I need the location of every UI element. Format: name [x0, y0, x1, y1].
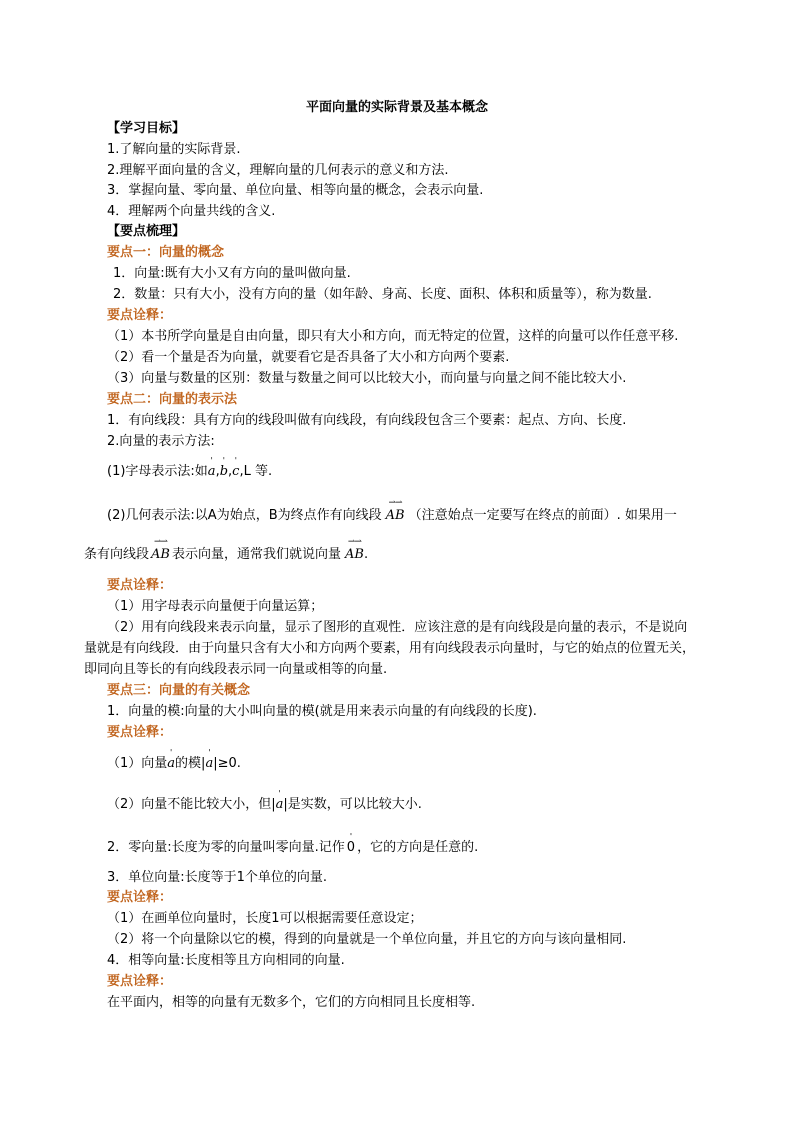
point2-note: 量就是有向线段．由于向量只含有大小和方向两个要素，用有向线段表示向量时，与它的始点的位置无关，: [84, 641, 696, 656]
point1-note-label: 要点诠释：: [107, 308, 173, 323]
point3-note: （2）将一个向量除以它的模，得到的向量就是一个单位向量，并且它的方向与该向量相同.: [107, 932, 627, 947]
objective-item: 4．理解两个向量共线的含义.: [107, 204, 276, 219]
vector-ab: ⇀⇀ AB: [344, 537, 364, 562]
point1-heading: 要点一：向量的概念: [107, 245, 225, 260]
zero-vector-line: 2．零向量:长度为零的向量叫零向量.记作 ' 0 ，它的方向是任意的.: [107, 832, 479, 855]
equal-vector-line: 4．相等向量:长度相等且方向相同的向量.: [107, 953, 345, 968]
point2-note: （1）用字母表示向量便于向量运算；: [107, 599, 324, 614]
geometric-notation-line-2: 条有向线段 ⇀⇀ AB 表示向量，通常我们就说向量 ⇀⇀ AB.: [84, 537, 369, 562]
point3-note-label: 要点诠释：: [107, 725, 173, 740]
vector-a: ' a: [275, 789, 284, 812]
point2-note-label: 要点诠释：: [107, 578, 173, 593]
objective-item: 3．掌握向量、零向量、单位向量、相等向量的概念，会表示向量.: [107, 183, 484, 198]
point1-note: （3）向量与数量的区别：数量与数量之间可以比较大小，而向量与向量之间不能比较大小.: [107, 371, 627, 386]
vector-a: ' a: [205, 748, 214, 771]
modulus-line: （1）向量 ' a的模| ' a|≥0.: [107, 748, 241, 771]
point3-note2-label: 要点诠释：: [107, 890, 173, 905]
vector-b: ' b: [219, 456, 229, 479]
point1-item: 1．向量:既有大小又有方向的量叫做向量.: [113, 266, 351, 281]
point1-note: （2）看一个量是否为向量，就要看它是否具备了大小和方向两个要素.: [107, 350, 510, 365]
point3-item: 1．向量的模:向量的大小叫向量的模(就是用来表示向量的有向线段的长度).: [107, 704, 537, 719]
point2-heading: 要点二：向量的表示法: [107, 392, 238, 407]
vector-a: ' a: [167, 748, 176, 771]
objective-item: 2.理解平面向量的含义，理解向量的几何表示的意义和方法.: [107, 163, 449, 178]
final-line: 在平面内，相等的向量有无数多个，它们的方向相同且长度相等.: [107, 995, 476, 1010]
point2-note: （2）用有向线段来表示向量，显示了图形的直观性．应该注意的是有向线段是向量的表示，不是说向: [107, 620, 688, 635]
summary-heading: 【要点梳理】: [107, 224, 186, 239]
letter-notation-line: (1)字母表示法:如 ' a, ' b, ' c,L 等.: [107, 456, 273, 479]
point3-heading: 要点三：向量的有关概念: [107, 683, 251, 698]
vector-a: ' a: [207, 456, 216, 479]
objectives-heading: 【学习目标】: [107, 121, 186, 136]
vector-c: ' c: [232, 456, 240, 479]
vector-ab: ⇀⇀ AB: [151, 537, 170, 562]
point3-note: （1）在画单位向量时，长度1可以根据需要任意设定；: [107, 911, 423, 926]
unit-vector-line: 3．单位向量:长度等于1个单位的向量.: [107, 870, 328, 885]
vector-ab: ⇀⇀ AB: [385, 498, 405, 523]
point1-item: 2．数量：只有大小，没有方向的量（如年龄、身高、长度、面积、体积和质量等），称为数量.: [113, 287, 652, 302]
objective-item: 1.了解向量的实际背景.: [107, 142, 241, 157]
point3-note3-label: 要点诠释：: [107, 974, 173, 989]
zero-vector: ' 0: [346, 832, 356, 855]
point1-note: （1）本书所学向量是自由向量，即只有大小和方向，而无特定的位置，这样的向量可以作任意平移.: [107, 329, 679, 344]
page-title: 平面向量的实际背景及基本概念: [305, 100, 488, 115]
geometric-notation-line: (2)几何表示法:以A为始点，B为终点作有向线段 ⇀⇀ AB （注意始点一定要写在终点的前面）. 如果用一: [107, 498, 677, 523]
point2-item: 1．有向线段：具有方向的线段叫做有向线段，有向线段包含三个要素：起点、方向、长度.: [107, 413, 627, 428]
point2-note: 即同向且等长的有向线段表示同一向量或相等的向量.: [84, 662, 388, 677]
point2-item: 2.向量的表示方法:: [107, 434, 215, 449]
modulus-compare-line: （2）向量不能比较大小，但| ' a|是实数，可以比较大小.: [107, 789, 422, 812]
